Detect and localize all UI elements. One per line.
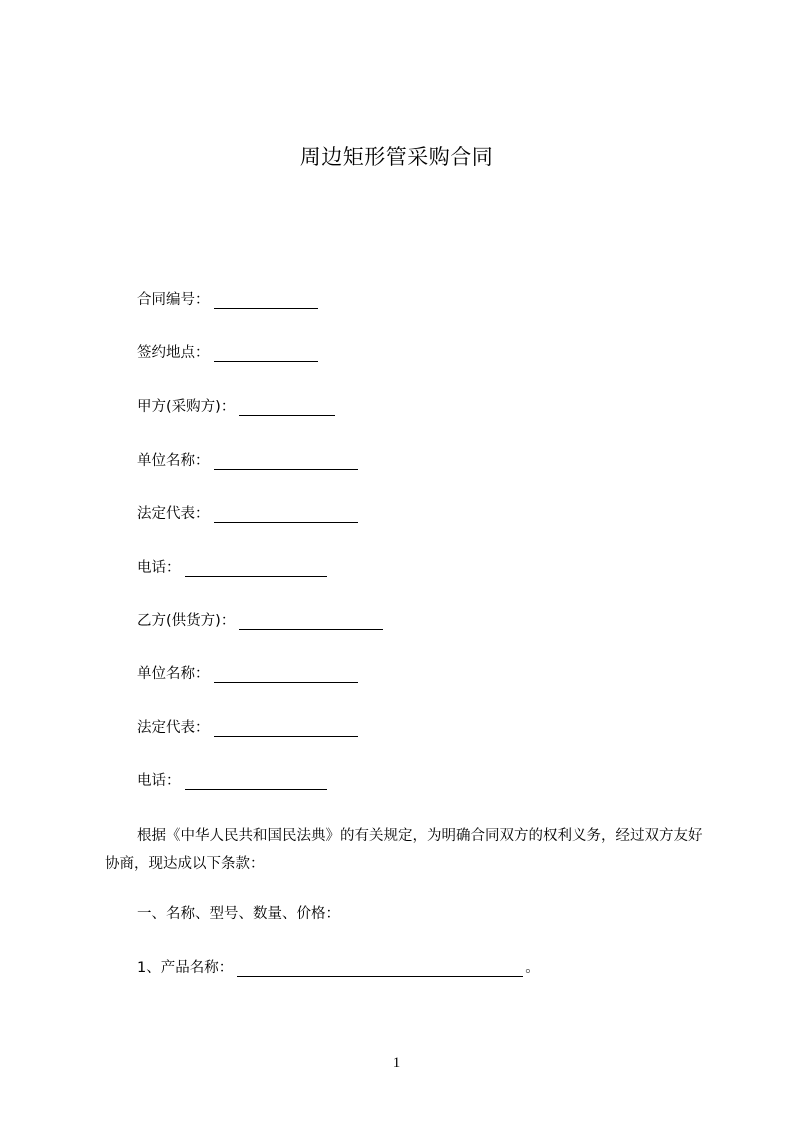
item-1-blank[interactable] xyxy=(237,959,523,977)
sign-place-label: 签约地点： xyxy=(137,345,210,361)
sign-place-blank[interactable] xyxy=(214,344,318,362)
party-b-phone-blank[interactable] xyxy=(185,772,327,790)
party-b-unit-field xyxy=(137,662,358,686)
contract-no-field xyxy=(137,288,318,312)
item-1-field xyxy=(137,956,540,980)
party-a-unit-field xyxy=(137,449,358,473)
contract-no-label: 合同编号： xyxy=(137,292,210,308)
sign-place-field xyxy=(137,341,318,365)
page-number: 1 xyxy=(392,1055,401,1071)
intro-paragraph: 根据《中华人民共和国民法典》的有关规定，为明确合同双方的权利义务，经过双方友好协商，现达成以下条款： xyxy=(105,828,703,872)
party-b-rep-label: 法定代表： xyxy=(137,720,210,736)
party-a-label: 甲方(采购方)： xyxy=(137,399,236,415)
party-a-phone-field xyxy=(137,556,327,580)
item-1-tail: 。 xyxy=(525,960,540,976)
party-b-phone-label: 电话： xyxy=(137,773,181,789)
party-a-rep-label: 法定代表： xyxy=(137,506,210,522)
party-a-unit-blank[interactable] xyxy=(214,452,358,470)
party-a-field xyxy=(137,395,335,419)
item-1-label: 1、产品名称： xyxy=(137,960,234,976)
document-title: 周边矩形管采购合同 xyxy=(299,145,494,169)
party-b-phone-field xyxy=(137,769,327,793)
party-b-field xyxy=(137,609,383,633)
section-1-heading xyxy=(137,902,340,926)
party-b-rep-blank[interactable] xyxy=(214,719,358,737)
contract-no-blank[interactable] xyxy=(214,291,318,309)
party-a-phone-blank[interactable] xyxy=(185,559,327,577)
party-b-rep-field xyxy=(137,716,358,740)
party-a-phone-label: 电话： xyxy=(137,560,181,576)
party-b-unit-blank[interactable] xyxy=(214,665,358,683)
party-a-unit-label: 单位名称： xyxy=(137,453,210,469)
section-1-heading-text: 一、名称、型号、数量、价格： xyxy=(137,906,340,922)
party-a-rep-blank[interactable] xyxy=(214,505,358,523)
party-a-rep-field xyxy=(137,502,358,526)
party-b-label: 乙方(供货方)： xyxy=(137,613,236,629)
party-b-blank[interactable] xyxy=(239,612,383,630)
party-a-blank[interactable] xyxy=(239,398,335,416)
party-b-unit-label: 单位名称： xyxy=(137,666,210,682)
